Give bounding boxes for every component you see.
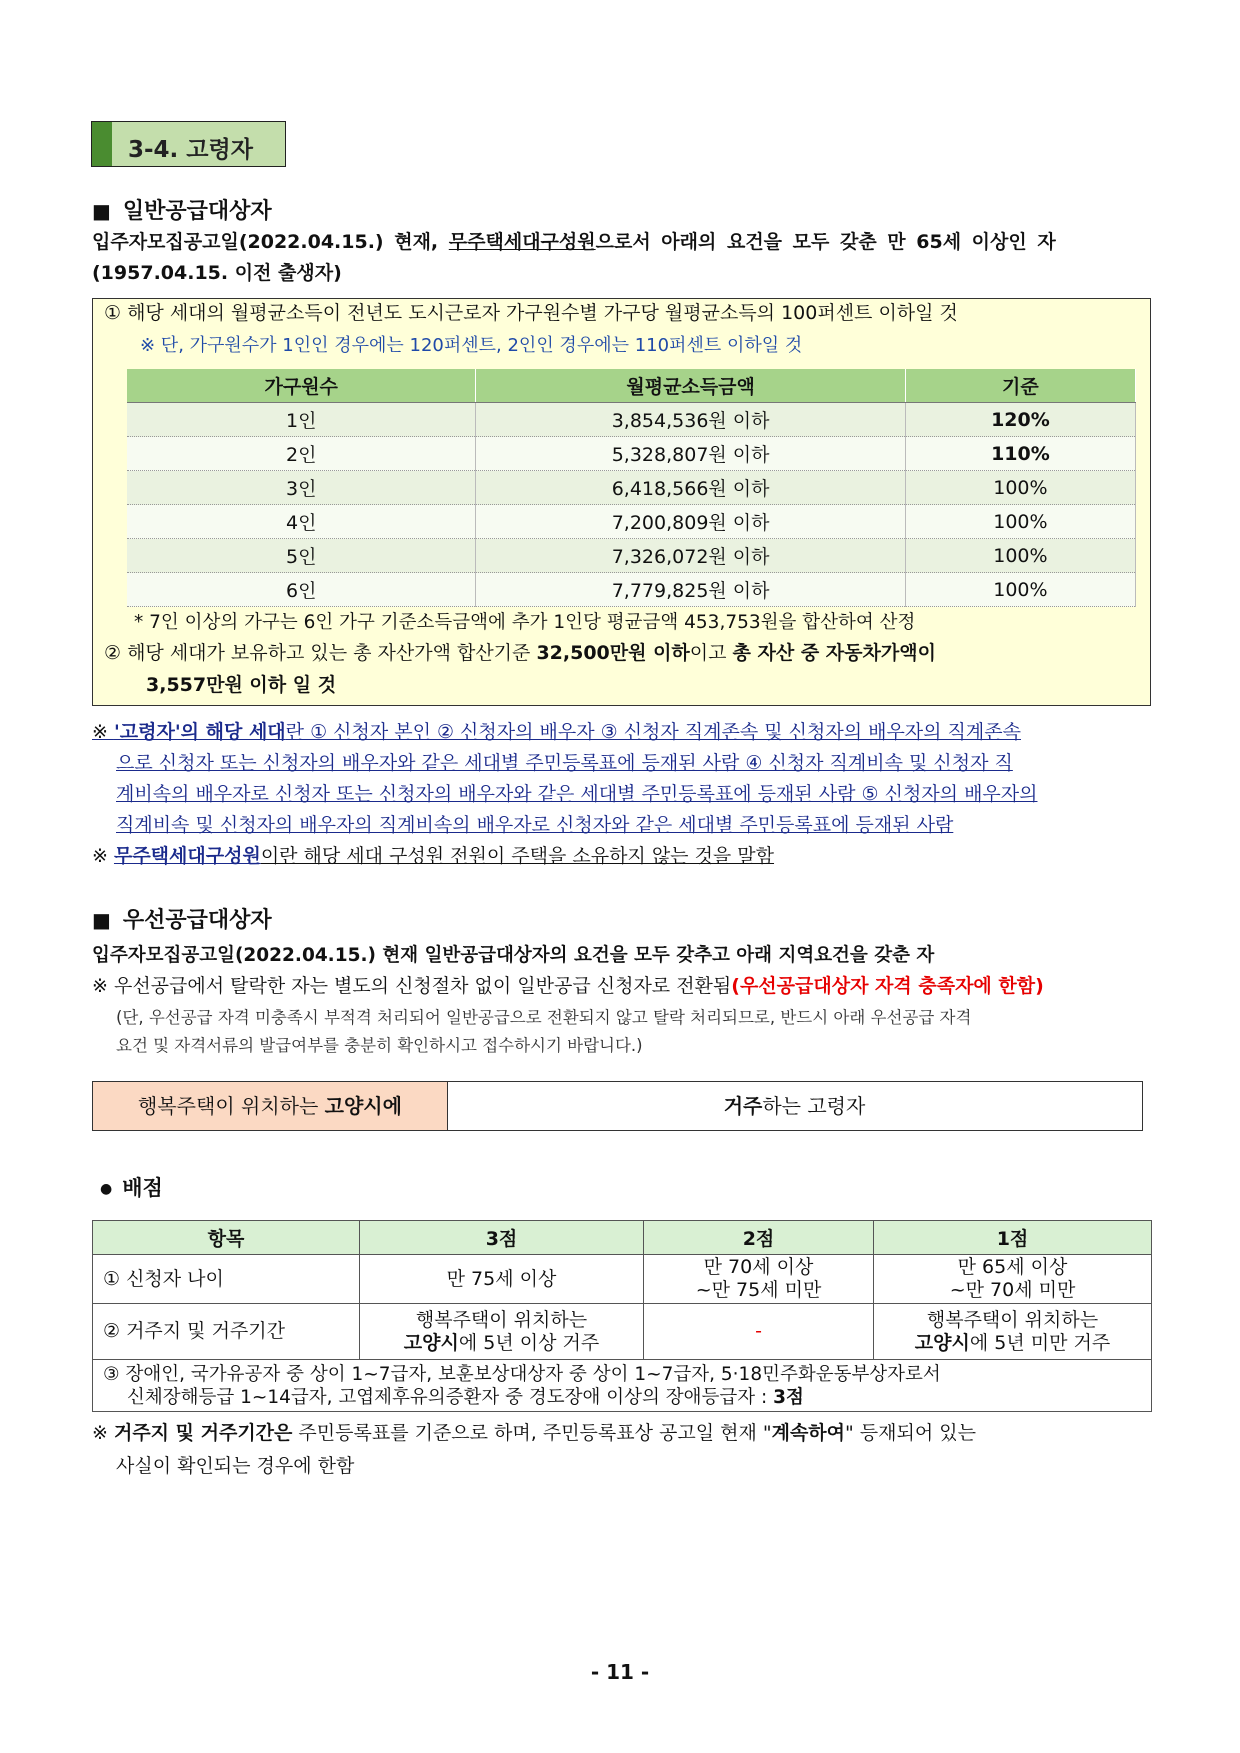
note-mark: ※: [92, 721, 114, 743]
general-intro: [92, 227, 1152, 258]
scoring-table: [92, 1220, 1152, 1412]
income-table: [127, 369, 1136, 607]
score-header-1: 1점: [874, 1221, 1152, 1255]
note-household-text1: 란 ① 신청자 본인 ② 신청자의 배우자 ③ 신청자 직계존속 및 신청자의 배우자의 직계존속: [285, 721, 1021, 743]
score-disability-line1: ③ 장애인, 국가유공자 중 상이 1~7급자, 보훈보상대상자 중 상이 1~7급자, 5·18민주화운동부상자로서: [103, 1363, 941, 1385]
table-row: [93, 1255, 1152, 1304]
footer-note-emphasis: 계속하여: [771, 1422, 846, 1444]
note-mark: ※: [92, 1422, 114, 1444]
note-mark: ※: [92, 845, 114, 867]
score-header-item: 항목: [93, 1221, 360, 1255]
region-reside: 거주: [723, 1094, 763, 1118]
amount-cell: 6,418,566원 이하: [476, 471, 905, 505]
req2-connector: 이고: [689, 642, 733, 664]
score-age-2: [644, 1255, 874, 1304]
criteria-cell: 100%: [905, 539, 1135, 573]
members-cell: 1인: [127, 403, 476, 437]
criteria-cell: 110%: [905, 437, 1135, 471]
score-header-3: 3점: [360, 1221, 644, 1255]
requirement-1-note: ※ 단, 가구원수가 1인인 경우에는 120퍼센트, 2인인 경우에는 110퍼센트 이하일 것: [140, 335, 803, 356]
note-household-line3: 계비속의 배우자로 신청자 또는 신청자의 배우자와 같은 세대별 주민등록표에 등재된 사람 ⑤ 신청자의 배우자의: [116, 783, 1038, 805]
note-household-line1: [92, 717, 1021, 748]
general-heading: 일반공급대상자: [122, 199, 272, 224]
table-row: [127, 539, 1136, 573]
score-age-2-line1: 만 70세 이상: [703, 1256, 814, 1278]
footer-note-line2: 사실이 확인되는 경우에 한함: [116, 1455, 355, 1477]
score-age-1: [874, 1255, 1152, 1304]
bullet-dot-icon: ●: [100, 1181, 113, 1197]
criteria-cell: 120%: [905, 403, 1135, 437]
score-res-1-city: 고양시: [914, 1331, 970, 1354]
amount-cell: 7,200,809원 이하: [476, 505, 905, 539]
region-right-cell: [447, 1082, 1142, 1130]
score-item-age: ① 신청자 나이: [93, 1255, 360, 1304]
priority-note-emphasis: (우선공급대상자 자격 충족자에 한함): [731, 975, 1044, 997]
score-header-2: 2점: [644, 1221, 874, 1255]
general-heading-row: [92, 194, 272, 225]
footer-note-line1: [92, 1418, 976, 1449]
criteria-cell: 100%: [905, 573, 1135, 607]
score-res-3-line1: 행복주택이 위치하는: [415, 1308, 588, 1331]
note-household-line2: 으로 신청자 또는 신청자의 배우자와 같은 세대별 주민등록표에 등재된 사람 ④ 신청자 직계비속 및 신청자 직: [116, 752, 1013, 774]
section-title-box: [91, 121, 286, 167]
score-age-1-line1: 만 65세 이상: [957, 1256, 1068, 1278]
region-city: 고양시에: [324, 1094, 402, 1118]
requirement-2: [104, 638, 936, 669]
members-cell: 5인: [127, 539, 476, 573]
table-row: [127, 573, 1136, 607]
region-left-cell: [93, 1082, 448, 1130]
note-household-term: '고령자'의 해당 세대: [113, 721, 286, 743]
score-disability-points: 3점: [773, 1386, 804, 1408]
region-requirement-box: [92, 1081, 1143, 1131]
intro-text: 입주자모집공고일(2022.04.15.) 현재,: [92, 231, 449, 253]
region-left-text: 행복주택이 위치하는: [138, 1094, 325, 1118]
priority-note: [92, 971, 1044, 1002]
score-res-2: -: [644, 1304, 874, 1360]
table-row: [127, 471, 1136, 505]
income-header-members: 가구원수: [127, 369, 476, 403]
footer-note-term: 거주지 및 거주기간은: [113, 1422, 293, 1444]
req2-car-text: 총 자산 중 자동차가액이: [732, 642, 936, 664]
note-homeless-term: 무주택세대구성원: [113, 845, 261, 867]
priority-heading-row: [92, 903, 272, 934]
score-res-3-city: 고양시: [403, 1331, 459, 1354]
general-intro-birth: (1957.04.15. 이전 출생자): [92, 262, 342, 284]
score-res-1: [874, 1304, 1152, 1360]
score-disability-row: [93, 1360, 1152, 1412]
page-number: - 11 -: [590, 1660, 650, 1684]
table-row: [127, 437, 1136, 471]
priority-note-detail2: 요건 및 자격서류의 발급여부를 충분히 확인하시고 접수하시기 바랍니다.): [116, 1036, 643, 1055]
note-household-line4: 직계비속 및 신청자의 배우자의 직계비속의 배우자로 신청자와 같은 세대별 주민등록표에 등재된 사람: [116, 814, 954, 836]
score-res-1-line1: 행복주택이 위치하는: [926, 1308, 1099, 1331]
req2-text: ② 해당 세대가 보유하고 있는 총 자산가액 합산기준: [104, 642, 537, 664]
income-header-amount: 월평균소득금액: [476, 369, 905, 403]
title-accent-bar: [92, 122, 112, 166]
score-age-3: 만 75세 이상: [360, 1255, 644, 1304]
income-header-criteria: 기준: [905, 369, 1135, 403]
priority-note-text: ※ 우선공급에서 탈락한 자는 별도의 신청절차 없이 일반공급 신청자로 전환됨: [92, 975, 732, 997]
priority-note-detail1: (단, 우선공급 자격 미충족시 부적격 처리되어 일반공급으로 전환되지 않고 탈락 처리되므로, 반드시 아래 우선공급 자격: [116, 1008, 972, 1027]
amount-cell: 3,854,536원 이하: [476, 403, 905, 437]
square-bullet-icon: ■: [92, 908, 111, 932]
score-res-1-text: 에 5년 미만 거주: [969, 1331, 1111, 1354]
score-disability-line2: 신체장해등급 1~14급자, 고엽제후유의증환자 중 경도장애 이상의 장애등급자 :: [127, 1386, 774, 1408]
amount-cell: 7,326,072원 이하: [476, 539, 905, 573]
square-bullet-icon: ■: [92, 199, 111, 223]
amount-cell: 5,328,807원 이하: [476, 437, 905, 471]
table-row: [93, 1304, 1152, 1360]
note-homeless-text: 이란 해당 세대 구성원 전원이 주택을 소유하지 않는 것을 말함: [260, 845, 775, 867]
table-footnote: * 7인 이상의 가구는 6인 가구 기준소득금액에 추가 1인당 평균금액 453,753원을 합산하여 산정: [134, 612, 916, 633]
intro-text-rest: 으로서 아래의 요건을 모두 갖춘 만 65세 이상인 자: [595, 231, 1056, 253]
members-cell: 2인: [127, 437, 476, 471]
table-row: [127, 403, 1136, 437]
members-cell: 6인: [127, 573, 476, 607]
members-cell: 4인: [127, 505, 476, 539]
score-item-residence: ② 거주지 및 거주기간: [93, 1304, 360, 1360]
criteria-cell: 100%: [905, 471, 1135, 505]
req2-asset-limit: 32,500만원 이하: [536, 642, 690, 664]
table-row: [93, 1360, 1152, 1412]
amount-cell: 7,779,825원 이하: [476, 573, 905, 607]
footer-note-text2: " 등재되어 있는: [845, 1422, 976, 1444]
score-age-2-line2: ~만 75세 미만: [695, 1279, 822, 1301]
criteria-cell: 100%: [905, 505, 1135, 539]
requirement-1: ① 해당 세대의 월평균소득이 전년도 도시근로자 가구원수별 가구당 월평균소득의 100퍼센트 이하일 것: [104, 302, 958, 324]
score-res-3-text: 에 5년 이상 거주: [458, 1331, 600, 1354]
footer-note-text1: 주민등록표를 기준으로 하며, 주민등록표상 공고일 현재 ": [292, 1422, 772, 1444]
region-right-text: 하는 고령자: [762, 1094, 866, 1118]
priority-intro: 입주자모집공고일(2022.04.15.) 현재 일반공급대상자의 요건을 모두 갖추고 아래 지역요건을 갖춘 자: [92, 945, 935, 966]
section-title: 3-4. 고령자: [128, 137, 253, 163]
requirement-2-car-limit: 3,557만원 이하 일 것: [146, 674, 337, 696]
score-res-3: [360, 1304, 644, 1360]
scoring-heading-row: [100, 1172, 163, 1202]
score-age-1-line2: ~만 70세 미만: [949, 1279, 1076, 1301]
table-row: [127, 505, 1136, 539]
members-cell: 3인: [127, 471, 476, 505]
priority-heading: 우선공급대상자: [122, 908, 272, 933]
scoring-heading: 배점: [122, 1176, 163, 1200]
intro-underlined: 무주택세대구성원: [448, 231, 596, 253]
note-homeless: [92, 841, 774, 872]
